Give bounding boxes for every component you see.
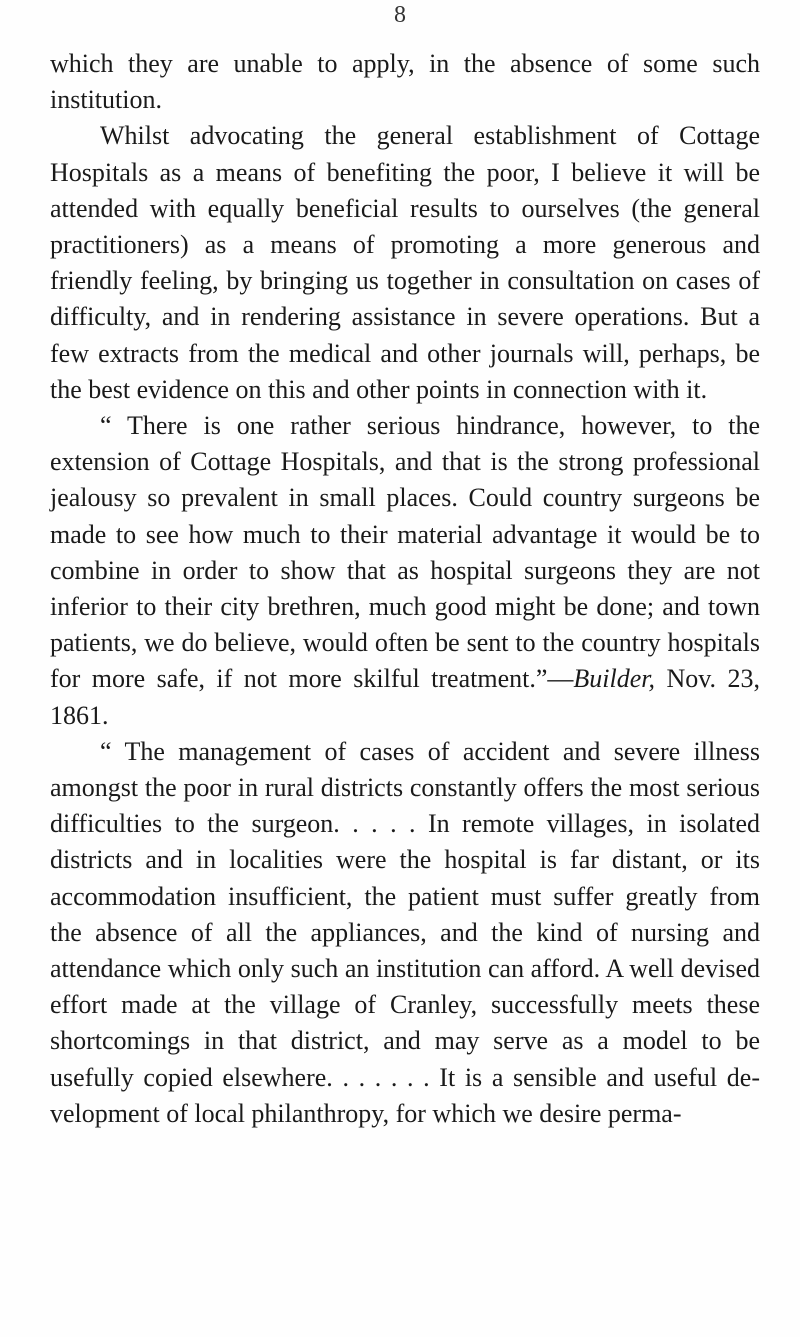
builder-source-date: Nov. 23, 1861.	[50, 664, 760, 730]
body-text	[50, 46, 760, 1132]
builder-quote-text: “ There is one rather serious hindrance, however, to the extension of Cottage Hospitals, and that is the strong professional jealousy so prevalent in small places. Could country surgeons be made to see how much to their material advantage it would be to combine in order to show that as hospital surgeons they are not inferior to their city brethren, much good might be done; and town patients, we do believe, would often be sent to the country hospitals for more safe, if not more skilful treatment.”—	[50, 411, 760, 694]
paragraph-continuation: which they are unable to apply, in the absence of some such institution.	[50, 49, 760, 115]
paragraph-builder-quote	[50, 408, 760, 734]
paragraph-advocacy: Whilst advocating the general establishment of Cottage Hospitals as a means of benefiting the poor, I believe it will be attended with equally beneficial results to ourselves (the general practitioners) as a means of promoting a more generous and friendly feeling, by bringing us together in consultation on cases of difficulty, and in rendering assistance in severe operations. But a few extracts from the medical and other journals will, perhaps, be the best evidence on this and other points in connection with it.	[50, 121, 760, 404]
builder-source-title: Builder,	[573, 664, 656, 694]
page-number: 8	[394, 2, 406, 28]
paragraph-management-quote: “ The management of cases of accident and severe illness amongst the poor in rural districts constantly offers the most serious difficulties to the surgeon. . . . . In remote villages, in isolated districts and in localities were the hospital is far distant, or its accommodation insufficient, the patient must suffer greatly from the absence of all the appliances, and the kind of nursing and attendance which only such an institution can afford. A well devised effort made at the village of Cranley, successfully meets these shortcomings in that district, and may serve as a model to be usefully copied elsewhere. . . . . . . It is a sensible and useful development of local philanthropy, for which we desire perma-	[50, 736, 760, 1128]
